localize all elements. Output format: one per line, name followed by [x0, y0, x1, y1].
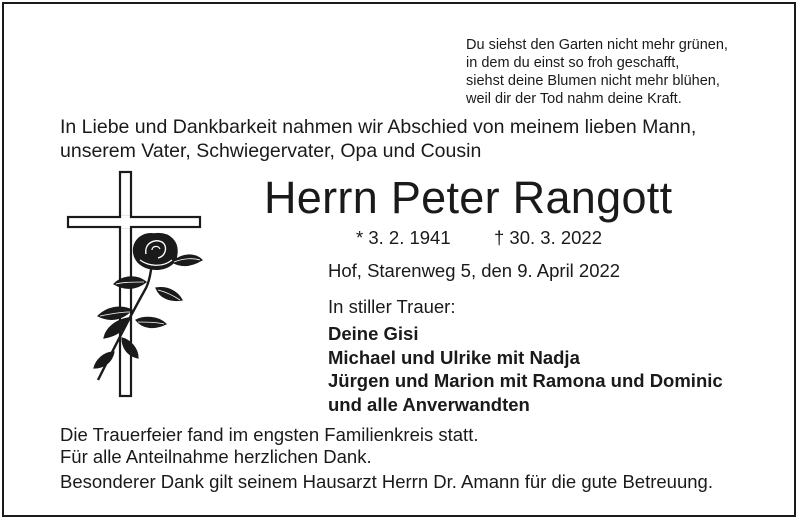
memorial-poem	[466, 36, 728, 108]
family-member: Jürgen und Marion mit Ramona und Dominic	[328, 370, 723, 391]
poem-line: siehst deine Blumen nicht mehr blühen,	[466, 73, 720, 89]
intro-line: unserem Vater, Schwiegervater, Opa und Cousin	[60, 140, 482, 162]
family-member: Deine Gisi	[328, 323, 419, 344]
intro-line: In Liebe und Dankbarkeit nahmen wir Abschied von meinem lieben Mann,	[60, 116, 697, 138]
intro-text	[60, 115, 696, 163]
family-member: und alle Anverwandten	[328, 393, 530, 415]
place-and-date: Hof, Starenweg 5, den 9. April 2022	[328, 260, 621, 281]
cross-with-rose-icon	[66, 170, 206, 400]
death-date: † 30. 3. 2022	[494, 227, 603, 248]
closing-line: Die Trauerfeier fand im engsten Familienkreis statt.	[60, 424, 479, 445]
poem-line: in dem du einst so froh geschafft,	[466, 55, 680, 71]
family-list	[328, 322, 723, 416]
special-thanks: Besonderer Dank gilt seinem Hausarzt Herrn Dr. Amann für die gute Betreuung.	[60, 471, 713, 492]
closing-text	[60, 424, 478, 468]
closing-line: Für alle Anteilnahme herzlichen Dank.	[60, 446, 372, 467]
birth-date: * 3. 2. 1941	[356, 227, 451, 248]
deceased-name: Herrn Peter Rangott	[264, 172, 673, 223]
mourning-label: In stiller Trauer:	[328, 296, 456, 317]
family-member: Michael und Ulrike mit Nadja	[328, 346, 580, 368]
poem-line: weil dir der Tod nahm deine Kraft.	[466, 91, 682, 107]
poem-line: Du siehst den Garten nicht mehr grünen,	[466, 37, 728, 53]
